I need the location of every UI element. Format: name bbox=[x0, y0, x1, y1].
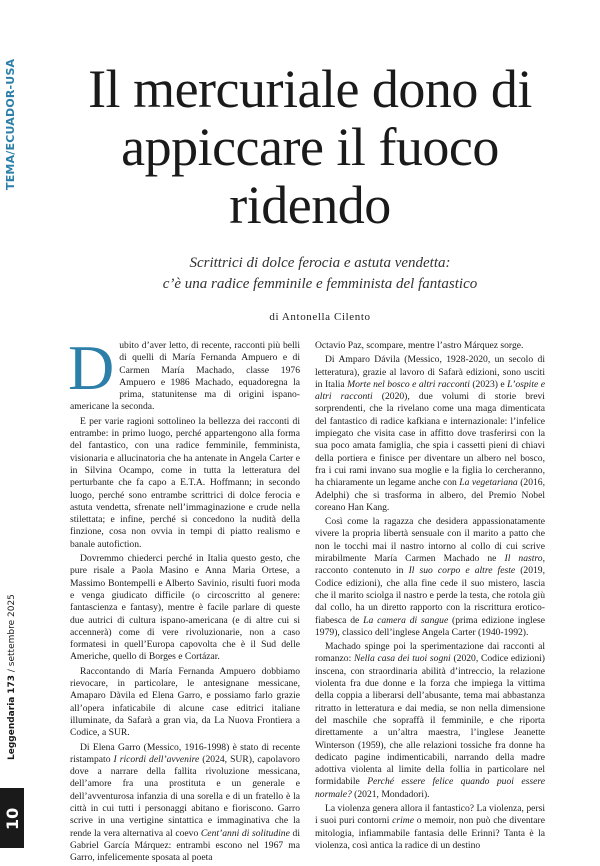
p5-book-title-1: I ricordi dell’avvenire bbox=[113, 753, 200, 765]
subtitle-line-2: c’è una radice femminile e femminista del fantastico bbox=[162, 276, 478, 292]
r3-text-a: Così come la ragazza che desidera appassionatamente vivere la propria libertà sensuale con il marito a patto che non le tocchi mai il nastro intorno al collo di cui scrive mirabilmente María Carmen Machado ne bbox=[315, 516, 545, 565]
r4-book-title-1: Nella casa dei tuoi sogni bbox=[353, 653, 451, 665]
r4-text-b: (2020, Codice edizioni) inscena, con straordinaria abilità d’intreccio, la relazione violenta fra due donne e la forza che impiega la vittima della coppia a liberarsi dell’abusante, tema mai abbastanza ritratto in letteratura e dai media, se non nella dimensione del maschile che sopraffà il femminile, e che riporta direttamente a un’altra maestra, l’inglese Jeanette Winterson (1959), che alle relazioni tossiche fra donne ha dedicato pagine indimenticabili, narrando della madre adottiva violenta al limite della follia in particolare nel formidabile bbox=[315, 653, 545, 788]
r4-text-a: Machado spinge poi la sperimentazione dai racconti al romanzo: bbox=[315, 641, 545, 665]
r3-book-title-2: Il suo corpo e altre feste bbox=[408, 565, 516, 577]
paragraph-2: E per varie ragioni sottolineo la bellezza dei racconti di entrambe: in primo luogo, perché appartengono alla forma del fantastico, con una radice femminile, femminista, visionaria e allucinatoria che ha antenate in Angela Carter e in Silvina Ocampo, come in tutta la letteratura del perturbante che fa capo a E.T.A. Hoffmann; in secondo luogo, perché sono entrambe scrittrici di dolce ferocia e astuta vendetta, sfrenate nell’immaginazione e crude nella stilettata; e infine, perché si concedono la nudità della finzione, cosa non ovvia in tempi di piatto realismo e banale autofiction. bbox=[70, 415, 300, 550]
issue-date: settembre 2025 bbox=[7, 594, 17, 667]
section-tag bbox=[2, 30, 24, 190]
paragraph-3: Dovremmo chiederci perché in Italia questo gesto, che pure risale a Paola Masino e Anna Maria Ortese, a Massimo Bontempelli e Alberto Savinio, risulti fuori moda e venga giudicato difficile (o circoscritto al genere: fantascienza e fantasy), mentre è facile parlare di queste due autrici di cultura ispano-americana (e di altre cui si accennerà) come di vere rivoluzionarie, non a caso formatesi in quell’Europa capovolta che è il Sud delle Americhe, quello di Borges e Cortázar. bbox=[70, 553, 300, 663]
paragraph-5 bbox=[70, 742, 300, 865]
r2-text-b: (2023) e bbox=[469, 378, 508, 390]
paragraph-r5 bbox=[315, 803, 545, 852]
r3-text-c: (2019, Codice edizioni), che alla fine cede il suo mistero, lascia che il marito sciolga il nastro e perde la testa, che rotola giù dal collo, ha un diretto rapporto con la riscrittura erotico-fiabesca de bbox=[315, 565, 546, 626]
author-byline: di Antonella Cilento bbox=[269, 311, 371, 323]
paragraph-r2 bbox=[315, 354, 545, 514]
r3-text-d: (prima edizione inglese 1979), classico dell’inglese Angela Carter (1940-1992). bbox=[315, 614, 545, 638]
r2-text-d: (2016, Adelphi) che si trasforma in albero, del Premio Nobel coreano Han Kang. bbox=[315, 477, 545, 513]
paragraph-r4 bbox=[315, 641, 545, 801]
r5-text-b: o memoir, non può che diventare mitologia, infiammabile fantasia delle Erinni? Tanta è la violenza, così antica la radice di un destino bbox=[315, 815, 545, 851]
r2-text-c: (2020), due volumi di storie brevi sorprendenti, che la rivelano come una maga dimenticata del fantastico di radice kafkiana e internazionale: l’infelice impiegato che visita case in affitto dove trasferirsi con la sua poco amata famiglia, che spia i cassetti pieni di chiavi della portiera e finisce per diventare un albero nel bosco, fra i cui rami invano sua moglie e la figlia lo cercheranno, ha chiaramente un legame anche con bbox=[315, 391, 545, 489]
paragraph-r3 bbox=[315, 516, 545, 639]
subtitle-line-1: Scrittrici di dolce ferocia e astuta vendetta: bbox=[189, 255, 451, 271]
section-tag-label: TEMA/ECUADOR-USA bbox=[4, 58, 17, 190]
magazine-name: Leggendaria bbox=[7, 696, 17, 760]
p5-book-title-2: Cent’anni di solitudine bbox=[200, 827, 290, 839]
article-title: Il mercuriale dono di appiccare il fuoco ridendo bbox=[88, 59, 532, 235]
page-number: 10 bbox=[3, 807, 22, 830]
paragraph-1 bbox=[68, 332, 300, 414]
paragraph-4: Raccontando di María Fernanda Ampuero dobbiamo rievocare, in particolare, le antesignane messicane, Amaparo Dàvila ed Elena Garro, e possiamo farlo grazie all’opera infaticabile di alcune case editrici italiane illuminate, da Safarà a gran via, da La Nuova Frontiera a Codice, a SUR. bbox=[70, 665, 300, 739]
article-column-left bbox=[68, 332, 300, 866]
paragraph-r1: Octavio Paz, scompare, mentre l’astro Márquez sorge. bbox=[315, 340, 524, 351]
r2-book-title-2: L’ospite e altri racconti bbox=[315, 378, 546, 403]
r5-emphasis: crime bbox=[392, 815, 414, 827]
article-column-right bbox=[315, 340, 545, 854]
r4-text-c: (2021, Mondadori). bbox=[351, 788, 430, 800]
r4-book-title-2: Perché essere felice quando puoi essere normale? bbox=[315, 776, 545, 800]
p5-text-b: (2024, SUR), capolavoro dove a narrare della fallita rivoluzione messicana, dell’amore fra una prostituta e un generale e dell’avventurosa infanzia di una sorella e di un fratello è la città in cui tutti i personaggi abitano e fioriscono. Garro scrive in una vertigine sintattica e immaginativa che la rende la vera alternativa al coevo bbox=[70, 753, 300, 839]
r3-book-title-3: La camera di sangue bbox=[363, 614, 449, 626]
drop-cap: D bbox=[68, 332, 115, 403]
article-subtitle bbox=[120, 253, 520, 295]
footer-issue-info: Leggendaria 173 / settembre 2025 bbox=[7, 594, 17, 760]
p5-text-c: di Gabriel García Márquez: entrambi escono nel 1967 ma Garro, infelicemente sposata al poeta bbox=[70, 827, 300, 864]
issue-number: 173 bbox=[7, 674, 17, 694]
page-number-box bbox=[0, 788, 24, 848]
p5-text-a: Di Elena Garro (Messico, 1916-1998) è stato di recente ristampato bbox=[70, 741, 300, 765]
r2-book-title-3: La vegetariana bbox=[459, 477, 518, 489]
r3-text-b: , racconto contenuto in bbox=[315, 553, 545, 577]
paragraph-1-text: ubito d’aver letto, di recente, racconti più belli di quelli di María Fernanda Ampuero e di Carmen María Machado, classe 1976 Ampuero e 1986 Machado, equadoregna la prima, statunitense ma di origini ispano-americane la seconda. bbox=[70, 340, 300, 413]
r3-book-title-1: Il nastro bbox=[504, 553, 543, 565]
r5-text-a: La violenza genera allora il fantastico? La violenza, persi i suoi puri contorni bbox=[315, 802, 545, 827]
r2-text-a: Di Amparo Dávila (Messico, 1928-2020, un secolo di letteratura), grazie al lavoro di Safarà edizioni, sono usciti in Italia bbox=[315, 354, 545, 390]
r2-book-title-1: Morte nel bosco e altri racconti bbox=[347, 378, 470, 390]
